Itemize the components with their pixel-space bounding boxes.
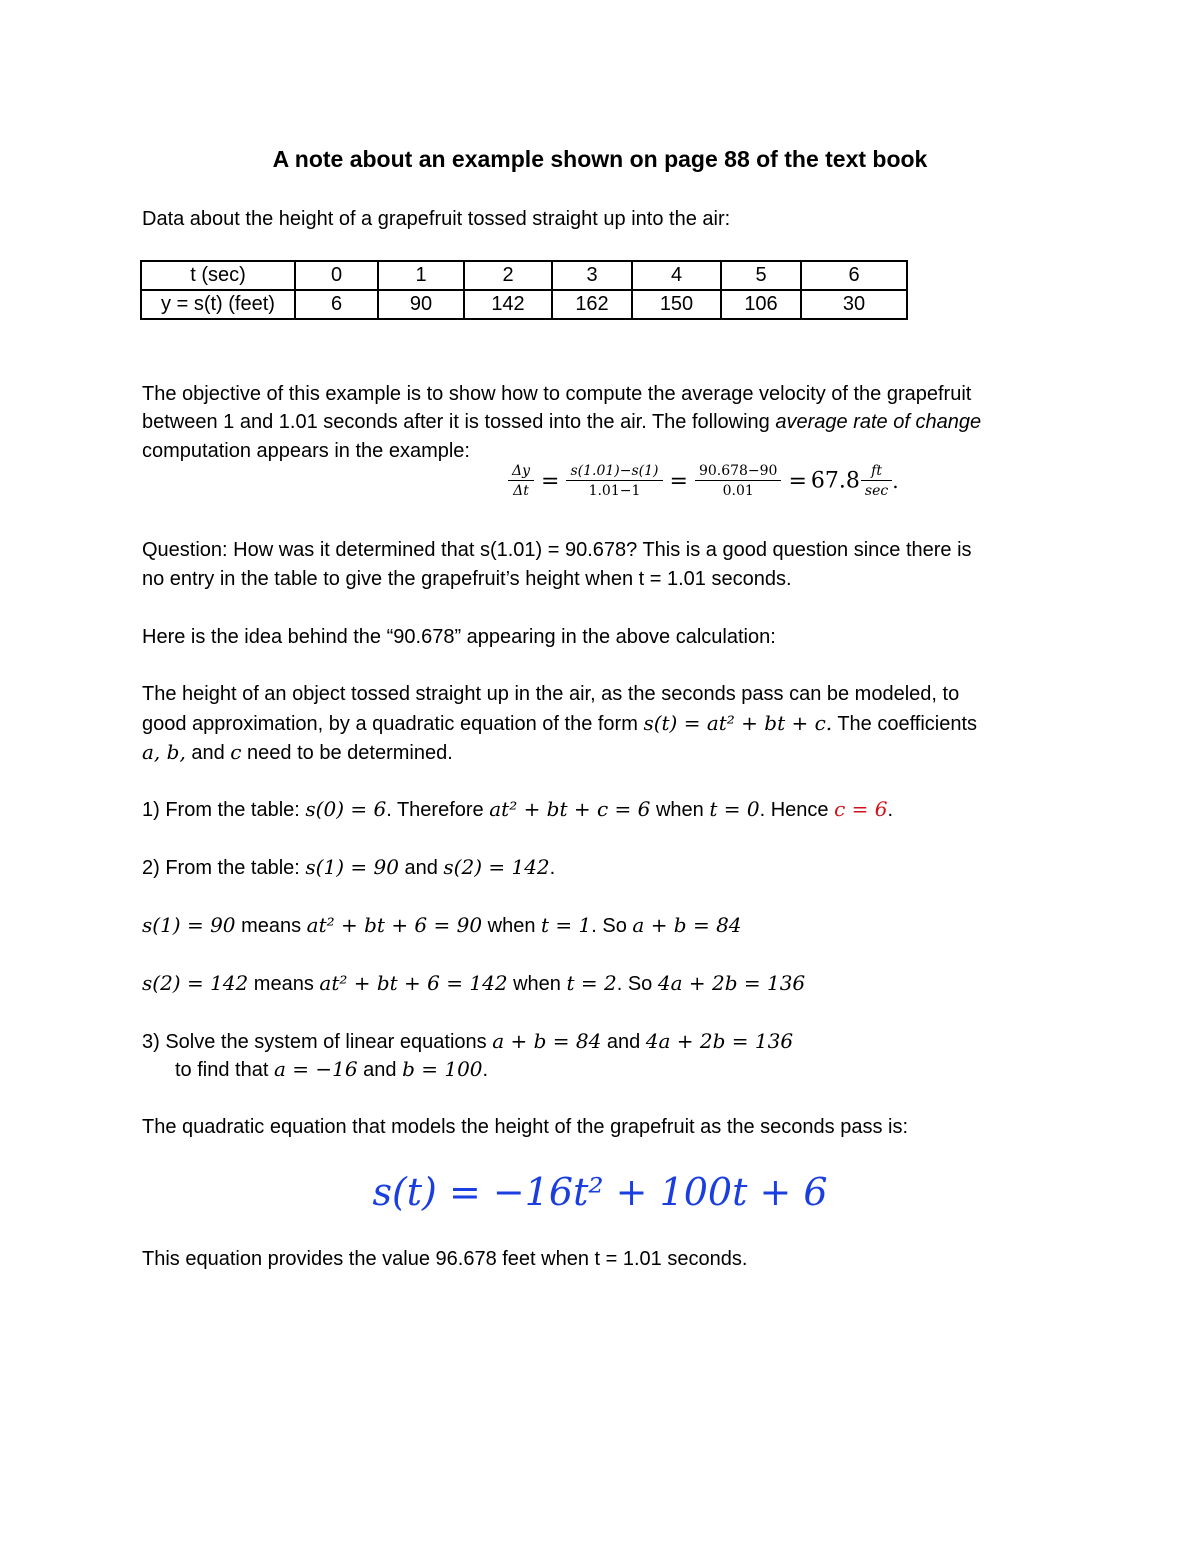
model-text: and (185, 742, 231, 764)
table-cell: 90 (378, 290, 464, 319)
step-math: b = 100 (402, 1057, 483, 1081)
table-cell: 6 (801, 261, 907, 290)
step-math: s(2) = 142 (443, 855, 550, 879)
unit-numerator: ft (861, 463, 892, 481)
table-cell: 5 (721, 261, 801, 290)
fraction-values (695, 463, 782, 499)
fraction-numerator: Δy (508, 463, 534, 481)
table-row (141, 261, 907, 290)
table-cell: 0 (295, 261, 378, 290)
step-text: when (650, 799, 710, 821)
model-line-2 (142, 710, 977, 737)
model-line-3 (142, 739, 453, 766)
step-text: . (482, 1059, 489, 1081)
page-title: A note about an example shown on page 88 of the text book (272, 146, 928, 172)
coefficient-c: c (230, 740, 242, 764)
step-text: . (549, 857, 556, 879)
table-row (141, 290, 907, 319)
table-cell: 142 (464, 290, 552, 319)
table-cell: 2 (464, 261, 552, 290)
objective-emphasis: average rate of change (775, 411, 982, 433)
step-text: . Hence (759, 799, 835, 821)
step-math: at² + bt + c = 6 (489, 797, 651, 821)
fraction-denominator: 0.01 (722, 483, 754, 499)
model-equation: s(t) = at² + bt + c. (643, 711, 833, 735)
step-text: to find that (175, 1059, 274, 1081)
table-cell: 30 (801, 290, 907, 319)
step-1 (142, 796, 893, 823)
step-math: t = 1 (541, 913, 592, 937)
fraction-s (566, 463, 662, 499)
unit-denominator: sec (864, 483, 889, 499)
equation-line-a (142, 912, 742, 939)
step-text: . (887, 799, 894, 821)
fraction-delta (508, 463, 534, 499)
step-text: when (507, 973, 567, 995)
table-cell: 150 (632, 290, 721, 319)
step-text: . So (591, 915, 633, 937)
final-note: This equation provides the value 96.678 feet when t = 1.01 seconds. (142, 1248, 748, 1270)
formula-period: . (892, 469, 899, 493)
step-math: 4a + 2b = 136 (657, 971, 806, 995)
step-math: t = 2 (566, 971, 617, 995)
model-text: good approximation, by a quadratic equation of the form (142, 713, 644, 735)
table-cell: 106 (721, 290, 801, 319)
fraction-denominator: 1.01−1 (588, 483, 641, 499)
formula-result: 67.8 (810, 468, 860, 494)
step-text: means (235, 915, 307, 937)
table-cell: 162 (552, 290, 632, 319)
question-line-1: Question: How was it determined that s(1.01) = 90.678? This is a good question since there is (142, 539, 972, 561)
highlight-c-value: c = 6 (834, 797, 888, 821)
idea-text: Here is the idea behind the “90.678” appearing in the above calculation: (142, 626, 776, 648)
model-line-1: The height of an object tossed straight up in the air, as the seconds pass can be modeled, to (142, 683, 960, 705)
step-text: means (248, 973, 320, 995)
step-text: and (398, 857, 444, 879)
step-math: s(1) = 90 (305, 855, 399, 879)
step-math: a + b = 84 (492, 1029, 602, 1053)
rate-formula (505, 463, 899, 499)
fraction-numerator: s(1.01)−s(1) (566, 463, 662, 481)
model-text: The coefficients (832, 713, 978, 735)
step-math: s(2) = 142 (142, 971, 249, 995)
conclusion-text: The quadratic equation that models the height of the grapefruit as the seconds pass is: (142, 1116, 909, 1138)
step-text: and (357, 1059, 403, 1081)
row-label-y: y = s(t) (feet) (141, 290, 295, 319)
step-text: . So (616, 973, 658, 995)
step-text: 1) From the table: (142, 799, 306, 821)
equals-sign: = (669, 468, 688, 494)
step-math: 4a + 2b = 136 (645, 1029, 794, 1053)
equals-sign: = (541, 468, 560, 494)
table-cell: 1 (378, 261, 464, 290)
step-text: and (601, 1031, 646, 1053)
row-label-t: t (sec) (141, 261, 295, 290)
fraction-numerator: 90.678−90 (695, 463, 782, 481)
step-3-line-2 (175, 1056, 488, 1083)
step-math: s(1) = 90 (142, 913, 236, 937)
question-line-2: no entry in the table to give the grapefruit’s height when t = 1.01 seconds. (142, 568, 792, 590)
table-cell: 4 (632, 261, 721, 290)
step-text: 3) Solve the system of linear equations (142, 1031, 493, 1053)
step-math: a = −16 (273, 1057, 358, 1081)
objective-line-2 (142, 409, 981, 435)
fraction-unit (861, 463, 892, 499)
objective-text: between 1 and 1.01 seconds after it is tossed into the air. The following (142, 411, 776, 433)
step-math: s(0) = 6 (305, 797, 387, 821)
step-math: a + b = 84 (632, 913, 742, 937)
model-text: need to be determined. (241, 742, 453, 764)
intro-text: Data about the height of a grapefruit tossed straight up into the air: (142, 208, 731, 230)
table-cell: 3 (552, 261, 632, 290)
step-text: . Therefore (386, 799, 490, 821)
step-3 (142, 1028, 793, 1055)
step-math: at² + bt + 6 = 90 (306, 913, 483, 937)
step-text: 2) From the table: (142, 857, 306, 879)
objective-line-3: computation appears in the example: (142, 440, 470, 462)
objective-line-1: The objective of this example is to show how to compute the average velocity of the grapefruit (142, 383, 972, 405)
step-math: t = 0 (709, 797, 760, 821)
equation-line-b (142, 970, 805, 997)
table-cell: 6 (295, 290, 378, 319)
step-math: at² + bt + 6 = 142 (319, 971, 508, 995)
fraction-denominator: Δt (513, 483, 529, 499)
final-equation: s(t) = −16t² + 100t + 6 (372, 1170, 828, 1214)
coefficient-names: a, b, (142, 740, 186, 764)
equals-sign: = (788, 468, 807, 494)
step-2 (142, 854, 555, 881)
data-table (140, 260, 908, 320)
step-text: when (482, 915, 542, 937)
